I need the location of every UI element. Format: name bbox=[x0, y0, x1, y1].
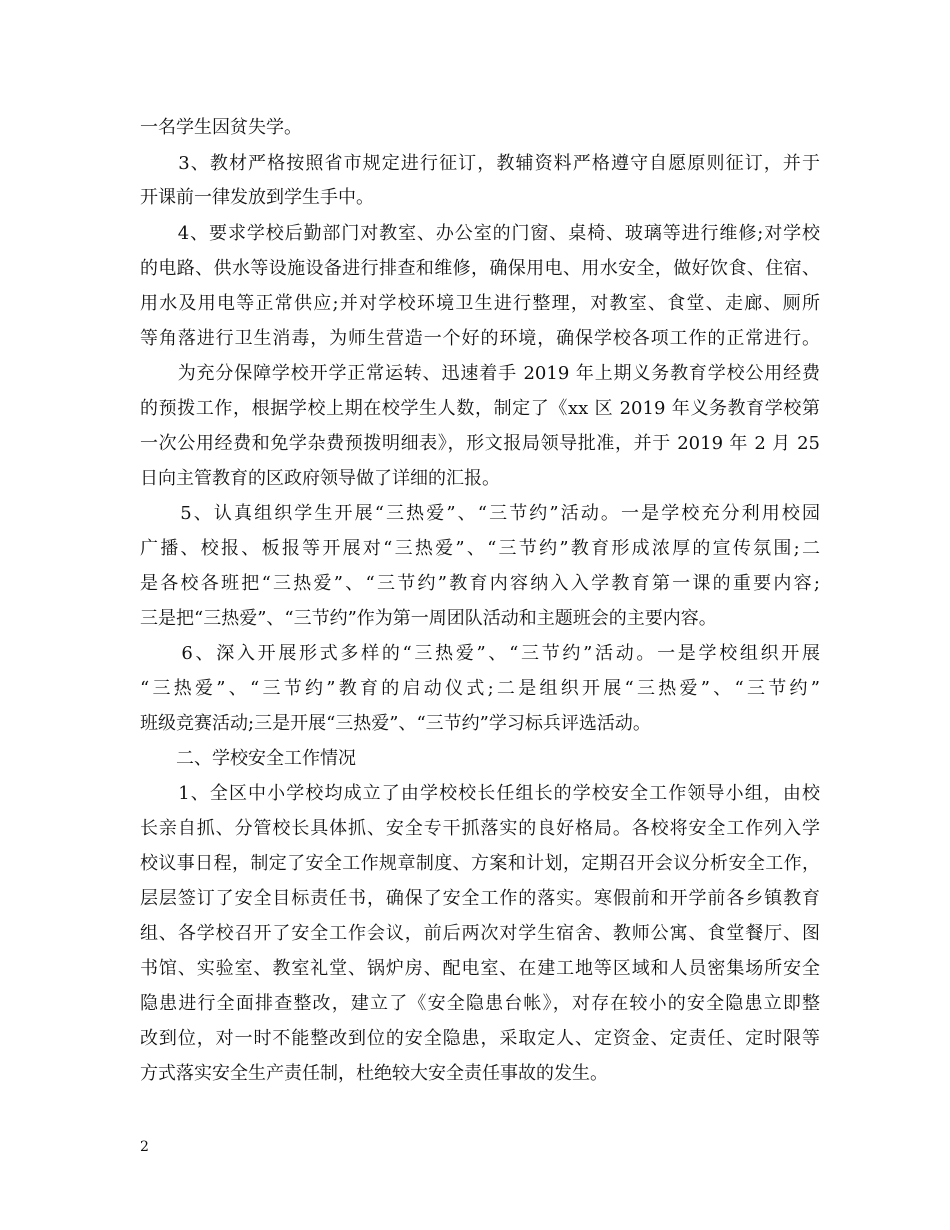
text-line: 5、认真组织学生开展“三热爱”、“三节约”活动。一是学校充分利用校园 bbox=[140, 503, 820, 524]
text-line: 层层签订了安全目标责任书，确保了安全工作的落实。寒假前和开学前各乡镇教育 bbox=[140, 888, 820, 909]
text-line: 用水及用电等正常供应;并对学校环境卫生进行整理，对教室、食堂、走廊、厕所 bbox=[140, 293, 820, 314]
text-line: 日向主管教育的区政府领导做了详细的汇报。 bbox=[140, 468, 500, 489]
text-line: 三是把“三热爱”、“三节约”作为第一周团队活动和主题班会的主要内容。 bbox=[140, 608, 717, 629]
text-line: 广播、校报、板报等开展对“三热爱”、“三节约”教育形成浓厚的宣传氛围;二 bbox=[140, 538, 820, 559]
text-line: 1、全区中小学校均成立了由学校校长任组长的学校安全工作领导小组，由校 bbox=[140, 783, 820, 804]
text-line: 校议事日程，制定了安全工作规章制度、方案和计划，定期召开会议分析安全工作， bbox=[140, 853, 820, 874]
text-line: 3、教材严格按照省市规定进行征订，教辅资料严格遵守自愿原则征订，并于 bbox=[140, 153, 820, 174]
text-line: 改到位，对一时不能整改到位的安全隐患，采取定人、定资金、定责任、定时限等 bbox=[140, 1028, 820, 1049]
text-line: 方式落实安全生产责任制，杜绝较大安全责任事故的发生。 bbox=[140, 1063, 608, 1084]
text-line: 班级竞赛活动;三是开展“三热爱”、“三节约”学习标兵评选活动。 bbox=[140, 713, 651, 734]
page-number: 2 bbox=[140, 1139, 149, 1155]
text-line: 的预拨工作，根据学校上期在校学生人数，制定了《xx 区 2019 年义务教育学校第 bbox=[140, 398, 820, 419]
text-line: 4、要求学校后勤部门对教室、办公室的门窗、桌椅、玻璃等进行维修;对学校 bbox=[140, 223, 820, 244]
text-line: 隐患进行全面排查整改，建立了《安全隐患台帐》，对存在较小的安全隐患立即整 bbox=[140, 993, 820, 1014]
text-line: 长亲自抓、分管校长具体抓、安全专干抓落实的良好格局。各校将安全工作列入学 bbox=[140, 818, 820, 839]
text-line: 是各校各班把“三热爱”、“三节约”教育内容纳入入学教育第一课的重要内容; bbox=[140, 573, 820, 594]
text-line: 组、各学校召开了安全工作会议，前后两次对学生宿舍、教师公寓、食堂餐厅、图 bbox=[140, 923, 820, 944]
text-line: 一名学生因贫失学。 bbox=[140, 117, 302, 138]
text-line: 的电路、供水等设施设备进行排查和维修，确保用电、用水安全，做好饮食、住宿、 bbox=[140, 258, 820, 279]
section-heading: 二、学校安全工作情况 bbox=[140, 748, 356, 769]
text-line: 一次公用经费和免学杂费预拨明细表》，形文报局领导批准，并于 2019 年 2 月 25 bbox=[140, 433, 820, 454]
text-line: 开课前一律发放到学生手中。 bbox=[140, 187, 374, 208]
text-line: 等角落进行卫生消毒，为师生营造一个好的环境，确保学校各项工作的正常进行。 bbox=[140, 328, 820, 349]
text-line: 书馆、实验室、教室礼堂、锅炉房、配电室、在建工地等区域和人员密集场所安全 bbox=[140, 958, 820, 979]
text-line: 6、深入开展形式多样的“三热爱”、“三节约”活动。一是学校组织开展 bbox=[140, 643, 820, 664]
text-line: 为充分保障学校开学正常运转、迅速着手 2019 年上期义务教育学校公用经费 bbox=[140, 363, 820, 384]
text-line: “三热爱”、“三节约”教育的启动仪式;二是组织开展“三热爱”、“三节约” bbox=[140, 678, 820, 699]
